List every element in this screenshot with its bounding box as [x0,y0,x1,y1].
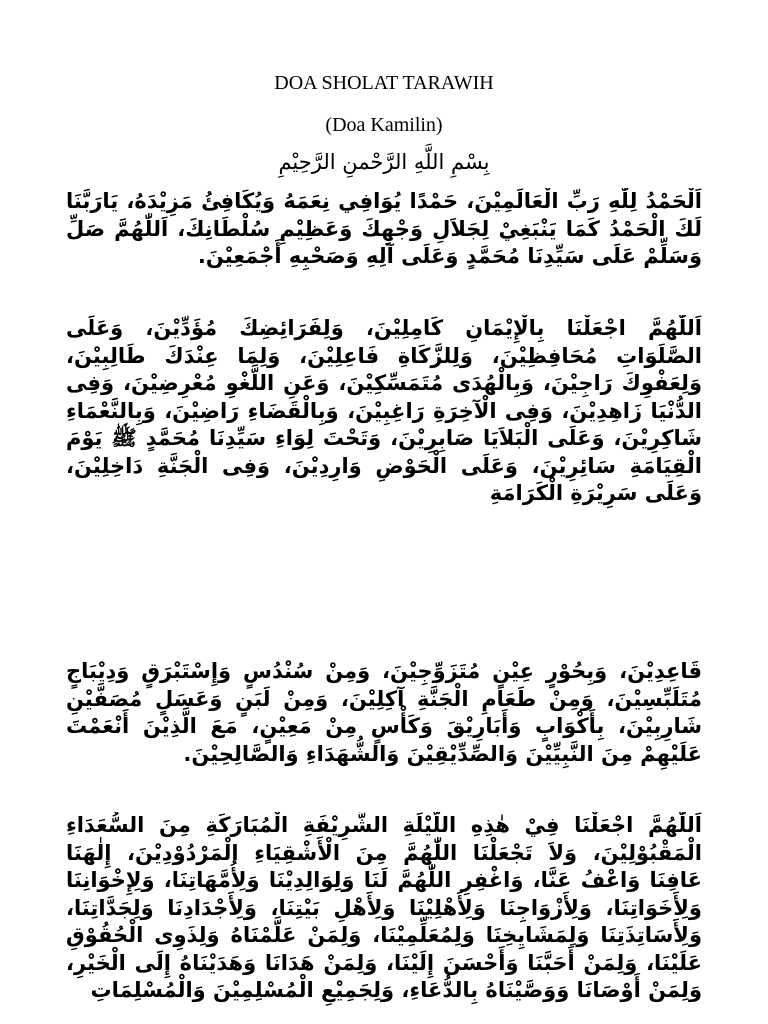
basmala-line: بِسْمِ اللَّهِ الرَّحْمنِ الرَّحِيْمِ [278,150,490,174]
prayer-paragraph-4: اَللّٰهُمَّ اجْعَلْنَا فِيْ هٰذِهِ اللَّيْلَةِ الشَّرِيْفَةِ الْمُبَارَكَةِ مِنَ السُّعَدَاءِ الْمَقْبُوْلِيْنَ، وَلاَ تَجْعَلْنَا اللّٰهُمَّ مِنَ الْأَشْقِيَاءِ الْمَرْدُوْدِيْنَ، إِلٰهَنَا عَافِنَا وَاعْفُ عَنَّا، وَاغْفِرِ اللّٰهُمَّ لَنَا وَلِوَالِدِيْنَا وَلِأُمَّهَاتِنَا، وَلِإِخْوَانِنَا وَلِأَخَوَاتِنَا، وَلِأَزْوَاجِنَا وَلِأَهْلِيْنَا وَلِأَهْلِ بَيْتِنَا، وَلِأَجْدَادِنَا وَلِجَدَّاتِنَا، وَلِأَسَاتِذَتِنَا وَلِمَشَايِخِنَا وَلِمُعَلِّمِيْنَا، وَلِمَنْ عَلَّمْنَاهُ وَلِذَوِى الْحُقُوْقِ عَلَيْنَا، وَلِمَنْ أَحَبَّنَا وَأَحْسَنَ إِلَيْنَا، وَلِمَنْ هَدَانَا وَهَدَيْنَاهُ إِلَى الْخَيْرِ، وَلِمَنْ أَوْصَانَا وَوَصَّيْنَاهُ بِالدُّعَاءِ، وَلِجَمِيْعِ الْمُسْلِمِيْنَ وَالْمُسْلِمَاتِ [66,813,702,1002]
document-subtitle: (Doa Kamilin) [325,114,443,136]
prayer-paragraph-3: قَاعِدِيْنَ، وَبِحُوْرٍ عِيْنٍ مُتَزَوِّجِيْنَ، وَمِنْ سُنْدُسٍ وَإِسْتَبْرَقٍ وَدِيْبَاجٍ مُتَلَبِّسِيْنَ، وَمِنْ طَعَامِ الْجَنَّةِ آكِلِيْنَ، وَمِنْ لَبَنٍ وَعَسَلٍ مُصَفَّيْنِ شَارِبِيْنَ، بِأَكْوَابٍ وَأَبَارِيْقَ وَكَأْسٍ مِنْ مَعِيْنٍ، مَعَ الَّذِيْنَ أَنْعَمْتَ عَلَيْهِمْ مِنَ النَّبِيِّيْنَ وَالصِّدِّيْقِيْنَ وَالشُّهَدَاءِ وَالصَّالِحِيْنَ. [66,659,702,766]
prayer-paragraph-2: اَللّٰهُمَّ اجْعَلْنَا بِالْإِيْمَانِ كَامِلِيْنَ، وَلِفَرَائِضِكَ مُؤَدِّيْنَ، وَعَلَى الصَّلَوَاتِ مُحَافِظِيْنَ، وَلِلزَّكَاةِ فَاعِلِيْنَ، وَلِمَا عِنْدَكَ طَالِبِيْنَ، وَلِعَفْوِكَ رَاجِيْنَ، وَبِالْهُدَى مُتَمَسِّكِيْنَ، وَعَنِ اللَّغْوِ مُعْرِضِيْنَ، وَفِى الدُّنْيَا زَاهِدِيْنَ، وَفِى الْآخِرَةِ رَاغِبِيْنَ، وَبِالْقَضَاءِ رَاضِيْنَ، وَبِالنَّعْمَاءِ شَاكِرِيْنَ، وَعَلَى الْبَلاَيَا صَابِرِيْنَ، وَتَحْتَ لِوَاءِ سَيِّدِنَا مُحَمَّدٍ ﷺ يَوْمَ الْقِيَامَةِ سَائِرِيْنَ، وَعَلَى الْحَوْضِ وَارِدِيْنَ، وَفِى الْجَنَّةِ دَاخِلِيْنَ، وَعَلَى سَرِيْرَةِ الْكَرَامَةِ [66,316,702,505]
document-title: DOA SHOLAT TARAWIH [274,72,494,94]
prayer-paragraph-1: اَلْحَمْدُ لِلّٰهِ رَبِّ الْعَالَمِيْنَ، حَمْدًا يُوَافِي نِعَمَهُ وَيُكَافِئُ مَزِيْدَهُ، يَارَبَّنَا لَكَ الْحَمْدُ كَمَا يَنْبَغِيْ لِجَلاَلِ وَجْهِكَ وَعَظِيْمِ سُلْطَانِكَ، اَللّٰهُمَّ صَلِّ وَسَلِّمْ عَلَى سَيِّدِنَا مُحَمَّدٍ وَعَلَى آلِهِ وَصَحْبِهِ أَجْمَعِيْنَ. [66,189,702,268]
